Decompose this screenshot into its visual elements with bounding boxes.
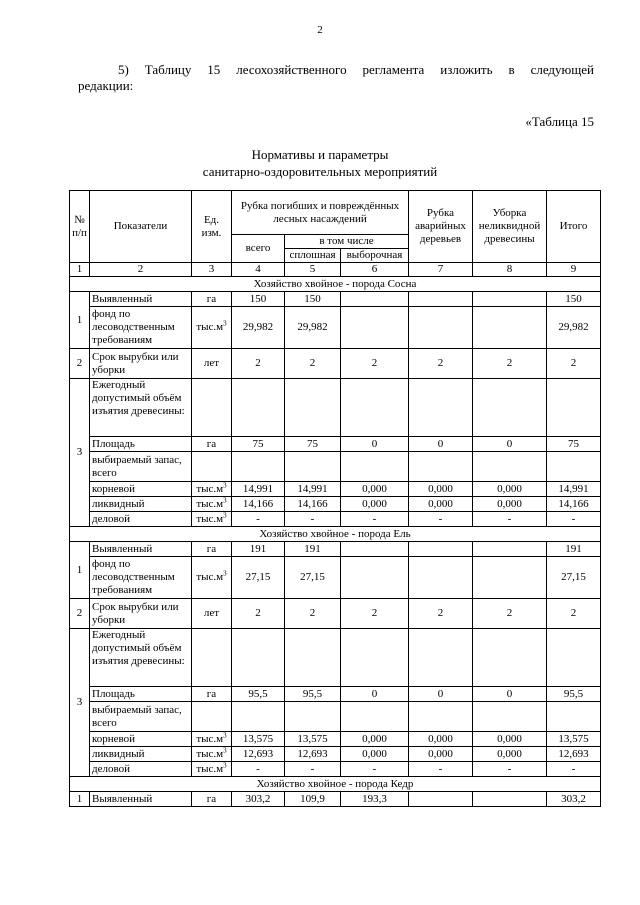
intro-paragraph-cont: редакции: bbox=[78, 78, 134, 93]
row-label: выбираемый запас, всего bbox=[90, 702, 192, 732]
cell-value: 2 bbox=[341, 349, 409, 379]
cell-value: 27,15 bbox=[232, 557, 285, 599]
cell-value: 0,000 bbox=[409, 732, 473, 747]
cell-value: - bbox=[232, 512, 285, 527]
cell-value: 0,000 bbox=[409, 497, 473, 512]
row-num: 1 bbox=[70, 792, 90, 807]
cell-value: 150 bbox=[547, 292, 601, 307]
cell-value: - bbox=[341, 762, 409, 777]
row-unit: $тыс.м^3$ bbox=[192, 557, 232, 599]
cell-value: 0,000 bbox=[473, 747, 547, 762]
row-unit: $тыс.м^3$ bbox=[192, 732, 232, 747]
table-row bbox=[70, 482, 601, 497]
row-num: 1 bbox=[70, 292, 90, 349]
cell-value: 0,000 bbox=[409, 482, 473, 497]
row-num: 2 bbox=[70, 349, 90, 379]
cell-value: 0,000 bbox=[341, 747, 409, 762]
regulation-table bbox=[69, 190, 601, 807]
cell-value: 95,5 bbox=[285, 687, 341, 702]
header-num: № п/п bbox=[70, 191, 90, 263]
cell-value: - bbox=[285, 512, 341, 527]
col-number: 3 bbox=[192, 263, 232, 277]
cell-value: 0,000 bbox=[341, 482, 409, 497]
table-row bbox=[70, 292, 601, 307]
row-label: Ежегодный допустимый объём изъятия древесины: bbox=[90, 379, 192, 437]
cell-value: - bbox=[409, 512, 473, 527]
cell-value: 150 bbox=[232, 292, 285, 307]
row-unit: га bbox=[192, 687, 232, 702]
cell-value: - bbox=[232, 762, 285, 777]
row-unit: лет bbox=[192, 599, 232, 629]
col-number: 7 bbox=[409, 263, 473, 277]
cell-value: 2 bbox=[409, 599, 473, 629]
row-unit: $тыс.м^3$ bbox=[192, 747, 232, 762]
cell-value: 75 bbox=[232, 437, 285, 452]
row-label: Ежегодный допустимый объём изъятия древесины: bbox=[90, 629, 192, 687]
col-number: 5 bbox=[285, 263, 341, 277]
cell-value: 191 bbox=[232, 542, 285, 557]
row-unit: га bbox=[192, 437, 232, 452]
cell-value: 0 bbox=[341, 437, 409, 452]
header-cleanup: Уборка неликвидной древесины bbox=[473, 191, 547, 263]
row-unit: га bbox=[192, 292, 232, 307]
row-num: 3 bbox=[70, 379, 90, 527]
row-label: корневой bbox=[90, 482, 192, 497]
row-label: корневой bbox=[90, 732, 192, 747]
cell-value: 191 bbox=[547, 542, 601, 557]
row-label: Срок вырубки или уборки bbox=[90, 599, 192, 629]
table-row bbox=[70, 452, 601, 482]
row-label: Выявленный bbox=[90, 792, 192, 807]
col-number: 9 bbox=[547, 263, 601, 277]
table-row bbox=[70, 687, 601, 702]
cell-value: 2 bbox=[232, 599, 285, 629]
row-unit: лет bbox=[192, 349, 232, 379]
cell-value: 14,166 bbox=[285, 497, 341, 512]
col-number: 8 bbox=[473, 263, 547, 277]
table-title bbox=[0, 146, 640, 180]
row-num: 1 bbox=[70, 542, 90, 599]
cell-value: 14,166 bbox=[232, 497, 285, 512]
row-unit: $тыс.м^3$ bbox=[192, 497, 232, 512]
cell-value: 14,991 bbox=[232, 482, 285, 497]
col-number: 2 bbox=[90, 263, 192, 277]
header-sum: Итого bbox=[547, 191, 601, 263]
cell-value: 2 bbox=[232, 349, 285, 379]
cell-value: 75 bbox=[285, 437, 341, 452]
cell-value: 0 bbox=[409, 437, 473, 452]
header-including: в том числе bbox=[285, 235, 409, 249]
cell-value: 0 bbox=[473, 687, 547, 702]
section-title: Хозяйство хвойное - порода Кедр bbox=[70, 777, 601, 792]
cell-value: 193,3 bbox=[341, 792, 409, 807]
table-row bbox=[70, 512, 601, 527]
cell-value: 2 bbox=[285, 349, 341, 379]
cell-value: 12,693 bbox=[547, 747, 601, 762]
cell-value: 12,693 bbox=[285, 747, 341, 762]
table-caption: «Таблица 15 bbox=[525, 114, 594, 129]
cell-value: - bbox=[473, 762, 547, 777]
section-title: Хозяйство хвойное - порода Сосна bbox=[70, 277, 601, 292]
table-row bbox=[70, 557, 601, 599]
header-selective: выборочная bbox=[341, 249, 409, 263]
cell-value: 14,991 bbox=[547, 482, 601, 497]
cell-value: 13,575 bbox=[285, 732, 341, 747]
cell-value: 27,15 bbox=[285, 557, 341, 599]
row-unit: $тыс.м^3$ bbox=[192, 307, 232, 349]
row-num: 2 bbox=[70, 599, 90, 629]
cell-value: 2 bbox=[473, 349, 547, 379]
cell-value: 0,000 bbox=[409, 747, 473, 762]
cell-value: - bbox=[473, 512, 547, 527]
cell-value: - bbox=[547, 512, 601, 527]
cell-value: 109,9 bbox=[285, 792, 341, 807]
table-row bbox=[70, 542, 601, 557]
cell-value: 2 bbox=[285, 599, 341, 629]
cell-value: 14,166 bbox=[547, 497, 601, 512]
cell-value: 0,000 bbox=[473, 732, 547, 747]
cell-value: 29,982 bbox=[285, 307, 341, 349]
table-title-line2: санитарно-оздоровительных мероприятий bbox=[202, 164, 438, 179]
row-label: ликвидный bbox=[90, 747, 192, 762]
table-row bbox=[70, 307, 601, 349]
cell-value: 14,991 bbox=[285, 482, 341, 497]
cell-value: 0 bbox=[473, 437, 547, 452]
row-unit: га bbox=[192, 792, 232, 807]
cell-value: 75 bbox=[547, 437, 601, 452]
cell-value: 13,575 bbox=[547, 732, 601, 747]
row-label: Площадь bbox=[90, 437, 192, 452]
row-unit: $тыс.м^3$ bbox=[192, 762, 232, 777]
cell-value: 191 bbox=[285, 542, 341, 557]
cell-value: 0,000 bbox=[341, 497, 409, 512]
cell-value: 2 bbox=[409, 349, 473, 379]
header-felling: Рубка погибших и повреждённых лесных насаждений bbox=[232, 191, 409, 235]
cell-value: 303,2 bbox=[547, 792, 601, 807]
table-row bbox=[70, 379, 601, 437]
header-total-sub: всего bbox=[232, 235, 285, 263]
cell-value: 2 bbox=[547, 349, 601, 379]
table-row bbox=[70, 792, 601, 807]
cell-value: 0,000 bbox=[473, 497, 547, 512]
row-label: деловой bbox=[90, 762, 192, 777]
table-row bbox=[70, 702, 601, 732]
table-row bbox=[70, 599, 601, 629]
cell-value: 2 bbox=[473, 599, 547, 629]
cell-value: 95,5 bbox=[232, 687, 285, 702]
header-emergency: Рубка аварийных деревьев bbox=[409, 191, 473, 263]
cell-value: 0,000 bbox=[341, 732, 409, 747]
column-numbers-row bbox=[70, 263, 601, 277]
row-label: деловой bbox=[90, 512, 192, 527]
row-unit: га bbox=[192, 542, 232, 557]
cell-value: 12,693 bbox=[232, 747, 285, 762]
table-row bbox=[70, 762, 601, 777]
cell-value: - bbox=[409, 762, 473, 777]
row-label: Выявленный bbox=[90, 542, 192, 557]
row-label: Срок вырубки или уборки bbox=[90, 349, 192, 379]
table-row bbox=[70, 747, 601, 762]
table-row bbox=[70, 497, 601, 512]
cell-value: 303,2 bbox=[232, 792, 285, 807]
col-number: 4 bbox=[232, 263, 285, 277]
row-label: Площадь bbox=[90, 687, 192, 702]
cell-value: 13,575 bbox=[232, 732, 285, 747]
cell-value: 29,982 bbox=[232, 307, 285, 349]
header-unit: Ед. изм. bbox=[192, 191, 232, 263]
cell-value: - bbox=[547, 762, 601, 777]
section-title: Хозяйство хвойное - порода Ель bbox=[70, 527, 601, 542]
cell-value: 95,5 bbox=[547, 687, 601, 702]
row-unit: $тыс.м^3$ bbox=[192, 512, 232, 527]
row-num: 3 bbox=[70, 629, 90, 777]
header-indicators: Показатели bbox=[90, 191, 192, 263]
cell-value: 27,15 bbox=[547, 557, 601, 599]
cell-value: 2 bbox=[341, 599, 409, 629]
table-row bbox=[70, 437, 601, 452]
table-row bbox=[70, 732, 601, 747]
row-unit: $тыс.м^3$ bbox=[192, 482, 232, 497]
cell-value: 2 bbox=[547, 599, 601, 629]
row-label: ликвидный bbox=[90, 497, 192, 512]
col-number: 6 bbox=[341, 263, 409, 277]
page-number: 2 bbox=[317, 24, 323, 36]
cell-value: 0,000 bbox=[473, 482, 547, 497]
table-title-line1: Нормативы и параметры bbox=[251, 147, 389, 162]
table-row bbox=[70, 349, 601, 379]
row-label: фонд по лесоводственным требованиям bbox=[90, 307, 192, 349]
cell-value: 150 bbox=[285, 292, 341, 307]
row-label: фонд по лесоводственным требованиям bbox=[90, 557, 192, 599]
row-label: выбираемый запас, всего bbox=[90, 452, 192, 482]
cell-value: 29,982 bbox=[547, 307, 601, 349]
table-row bbox=[70, 629, 601, 687]
cell-value: - bbox=[285, 762, 341, 777]
intro-paragraph: 5) Таблицу 15 лесохозяйственного регламента изложить в следующей bbox=[118, 62, 594, 77]
header-clear: сплошная bbox=[285, 249, 341, 263]
col-number: 1 bbox=[70, 263, 90, 277]
cell-value: 0 bbox=[409, 687, 473, 702]
cell-value: - bbox=[341, 512, 409, 527]
cell-value: 0 bbox=[341, 687, 409, 702]
row-label: Выявленный bbox=[90, 292, 192, 307]
